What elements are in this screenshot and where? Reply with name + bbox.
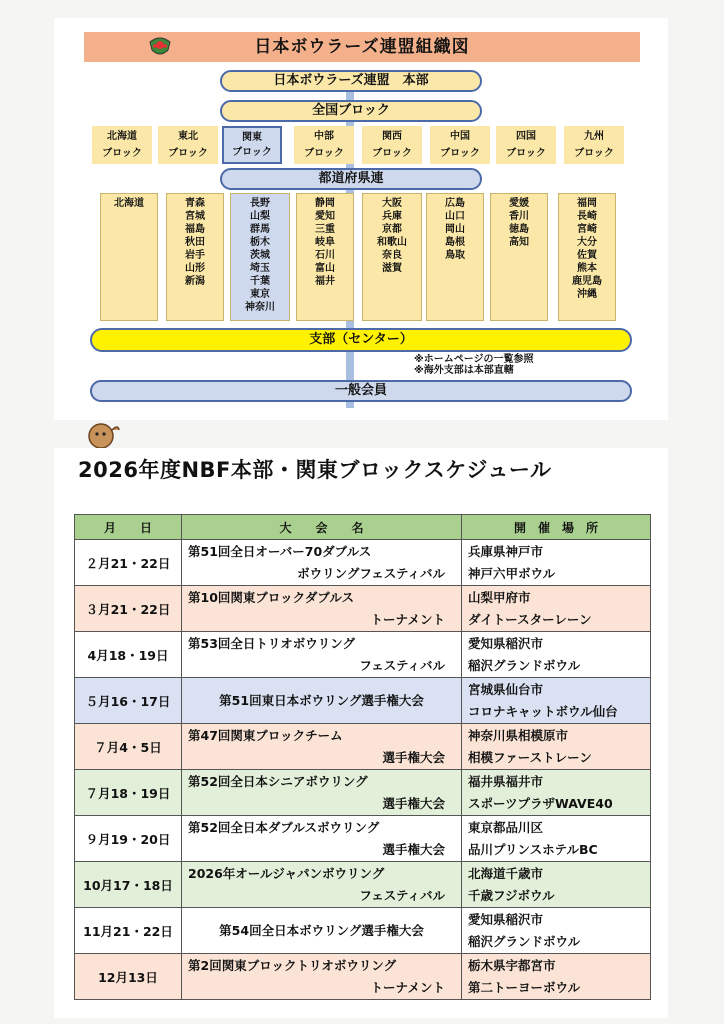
event-cell	[182, 678, 462, 724]
venue-cell	[462, 954, 651, 1000]
note-2: ※海外支部は本部直轄	[414, 365, 514, 376]
venue-cell	[462, 678, 651, 724]
header-event: 大 会 名	[182, 515, 462, 540]
table-row	[75, 816, 651, 862]
block-sub: ブロック	[102, 148, 142, 159]
branch-box	[90, 328, 632, 352]
org-notes	[414, 354, 534, 376]
venue-city: 神奈川県相模原市	[468, 727, 569, 743]
prefecture-list: 長野 山梨 群馬 栃木 茨城 埼玉 千葉 東京 神奈川	[230, 193, 290, 321]
venue-name: 相模ファーストレーン	[468, 749, 592, 765]
note-1: ※ホームページの一覧参照	[414, 354, 534, 365]
block-name: 中部	[314, 131, 334, 142]
table-row	[75, 908, 651, 954]
date-cell: ９月19・20日	[75, 816, 182, 862]
branch-label: 支部（センター）	[309, 332, 413, 347]
block-sub: ブロック	[506, 148, 546, 159]
org-chart	[54, 18, 668, 420]
venue-cell	[462, 724, 651, 770]
venue-cell	[462, 540, 651, 586]
venue-name: 稲沢グランドボウル	[468, 657, 581, 673]
general-members-box	[90, 380, 632, 402]
block-sub: ブロック	[574, 148, 614, 159]
block-name: 九州	[584, 131, 604, 142]
block-name: 東北	[178, 131, 198, 142]
prefecture-list: 北海道	[100, 193, 158, 321]
header-date: 月 日	[75, 515, 182, 540]
date-cell: ７月4・5日	[75, 724, 182, 770]
table-row	[75, 586, 651, 632]
event-line-2: ボウリングフェスティバル	[297, 565, 445, 581]
hq-label: 日本ボウラーズ連盟 本部	[273, 73, 429, 88]
block-box	[362, 126, 422, 164]
venue-cell	[462, 862, 651, 908]
event-cell	[182, 632, 462, 678]
block-name: 関東	[242, 132, 262, 143]
table-row	[75, 632, 651, 678]
venue-name: 品川プリンスホテルBC	[468, 841, 598, 857]
block-box	[496, 126, 556, 164]
event-line-2: フェスティバル	[359, 657, 445, 673]
event-line-2: フェスティバル	[359, 887, 445, 903]
block-sub: ブロック	[440, 148, 480, 159]
block-box	[222, 126, 282, 164]
table-row	[75, 724, 651, 770]
table-row	[75, 678, 651, 724]
venue-cell	[462, 816, 651, 862]
block-box	[158, 126, 218, 164]
venue-city: 北海道千歳市	[468, 865, 544, 881]
date-cell: ２月21・22日	[75, 540, 182, 586]
general-members-label: 一般会員	[334, 383, 387, 398]
date-cell: 4月18・19日	[75, 632, 182, 678]
event-line-1: 2026年オールジャパンボウリング	[188, 865, 385, 881]
prefectural-label: 都道府県連	[318, 171, 384, 186]
date-cell: 11月21・22日	[75, 908, 182, 954]
event-line-1: 第52回全日本シニアボウリング	[188, 773, 368, 789]
table-row	[75, 540, 651, 586]
hq-box	[220, 70, 482, 92]
national-block-label: 全国ブロック	[312, 103, 390, 118]
block-sub: ブロック	[232, 147, 272, 158]
prefecture-list: 静岡 愛知 三重 岐阜 石川 富山 福井	[296, 193, 354, 321]
block-box	[564, 126, 624, 164]
event-cell	[182, 862, 462, 908]
venue-cell	[462, 586, 651, 632]
federation-logo-icon	[148, 36, 172, 58]
event-line-2: 選手権大会	[382, 795, 445, 811]
block-sub: ブロック	[168, 148, 208, 159]
event-line-2: トーナメント	[370, 611, 445, 627]
block-name: 四国	[516, 131, 536, 142]
event-line-1: 第51回東日本ボウリング選手権大会	[219, 692, 424, 708]
block-name: 中国	[450, 131, 470, 142]
schedule-section	[54, 448, 668, 1018]
national-block-box	[220, 100, 482, 122]
block-sub: ブロック	[372, 148, 412, 159]
event-cell	[182, 540, 462, 586]
date-cell: 12月13日	[75, 954, 182, 1000]
event-line-1: 第52回全日本ダブルスボウリング	[188, 819, 380, 835]
venue-city: 山梨甲府市	[468, 589, 531, 605]
org-chart-title: 日本ボウラーズ連盟組織図	[254, 37, 470, 57]
prefecture-list: 広島 山口 岡山 島根 鳥取	[426, 193, 484, 321]
date-cell: ５月16・17日	[75, 678, 182, 724]
block-name: 関西	[382, 131, 402, 142]
venue-cell	[462, 770, 651, 816]
venue-cell	[462, 908, 651, 954]
event-line-1: 第10回関東ブロックダブルス	[188, 589, 355, 605]
schedule-table	[74, 514, 651, 1000]
prefecture-list: 青森 宮城 福島 秋田 岩手 山形 新潟	[166, 193, 224, 321]
event-line-2: トーナメント	[370, 979, 445, 995]
event-cell	[182, 586, 462, 632]
prefecture-list: 愛媛 香川 徳島 高知	[490, 193, 548, 321]
prefecture-list: 大阪 兵庫 京都 和歌山 奈良 滋賀	[362, 193, 422, 321]
venue-city: 兵庫県神戸市	[468, 543, 544, 559]
event-line-2: 選手権大会	[382, 841, 445, 857]
date-cell: ７月18・19日	[75, 770, 182, 816]
block-box	[430, 126, 490, 164]
venue-name: ダイトースターレーン	[468, 611, 592, 627]
venue-name: 第二トーヨーボウル	[468, 979, 581, 995]
prefecture-list: 福岡 長崎 宮崎 大分 佐賀 熊本 鹿児島 沖縄	[558, 193, 616, 321]
event-cell	[182, 770, 462, 816]
venue-city: 愛知県稲沢市	[468, 635, 544, 651]
venue-name: コロナキャットボウル仙台	[468, 703, 618, 719]
event-line-2: 選手権大会	[382, 749, 445, 765]
table-row	[75, 862, 651, 908]
schedule-header-row	[75, 515, 651, 540]
event-cell	[182, 724, 462, 770]
mascot-icon	[86, 418, 122, 448]
event-line-1: 第47回関東ブロックチーム	[188, 727, 343, 743]
venue-name: 千歳フジボウル	[468, 887, 555, 903]
event-line-1: 第51回全日オーバー70ダブルス	[188, 543, 372, 559]
venue-city: 福井県福井市	[468, 773, 544, 789]
event-line-1: 第53回全日トリオボウリング	[188, 635, 356, 651]
venue-name: 稲沢グランドボウル	[468, 933, 581, 949]
venue-name: スポーツプラザWAVE40	[468, 795, 613, 811]
org-chart-title-banner	[84, 32, 640, 62]
venue-city: 愛知県稲沢市	[468, 911, 544, 927]
event-cell	[182, 816, 462, 862]
date-cell: ３月21・22日	[75, 586, 182, 632]
table-row	[75, 954, 651, 1000]
date-cell: 10月17・18日	[75, 862, 182, 908]
block-name: 北海道	[107, 131, 137, 142]
event-cell	[182, 908, 462, 954]
schedule-title: 2026年度NBF本部・関東ブロックスケジュール	[78, 458, 552, 482]
prefectural-box	[220, 168, 482, 190]
event-line-1: 第2回関東ブロックトリオボウリング	[188, 957, 397, 973]
header-venue: 開 催 場 所	[462, 515, 651, 540]
block-sub: ブロック	[304, 148, 344, 159]
block-box	[294, 126, 354, 164]
event-line-1: 第54回全日本ボウリング選手権大会	[219, 922, 424, 938]
venue-name: 神戸六甲ボウル	[468, 565, 556, 581]
venue-city: 宮城県仙台市	[468, 681, 544, 697]
block-box	[92, 126, 152, 164]
venue-city: 東京都品川区	[468, 819, 544, 835]
venue-cell	[462, 632, 651, 678]
venue-city: 栃木県宇都宮市	[468, 957, 556, 973]
table-row	[75, 770, 651, 816]
event-cell	[182, 954, 462, 1000]
